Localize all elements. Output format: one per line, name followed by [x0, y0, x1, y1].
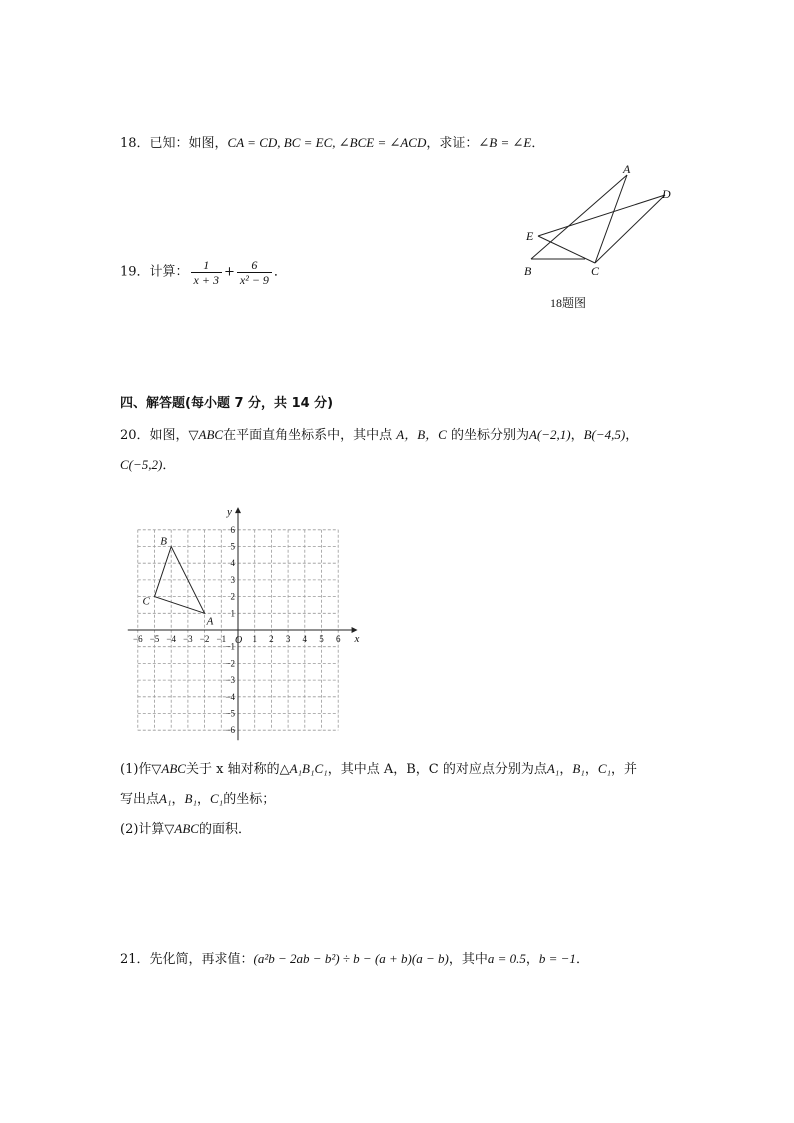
segment-ED — [538, 195, 665, 236]
q21-sep: ， — [525, 952, 539, 967]
y-tick-label: 1 — [230, 608, 235, 619]
q20-part1-b: ▽ABC — [151, 761, 186, 776]
y-tick-label: −4 — [225, 691, 235, 702]
q20-part1-k: ，并 — [611, 762, 638, 777]
segment-AC — [595, 175, 627, 263]
q18-end: ． — [531, 136, 545, 151]
q18-condition: CA = CD, BC = EC, ∠BCE = ∠ACD — [227, 135, 427, 150]
y-tick-label: −2 — [225, 658, 235, 669]
section-4-title: 四、解答题(每小题 7 分，共 14 分) — [120, 396, 334, 411]
q20-mid: 在平面直角坐标系中，其中点 — [223, 428, 397, 443]
q19-frac2-num: 6 — [237, 258, 272, 273]
y-tick-label: −5 — [225, 708, 235, 719]
q19-end: ． — [273, 264, 287, 280]
y-tick-label: −1 — [225, 641, 235, 652]
vertex-label-a: A — [206, 615, 214, 628]
y-axis-label: y — [227, 506, 232, 519]
q20-part1-l2-f: C₁ — [209, 791, 224, 806]
q20-part1-line-1 — [120, 760, 637, 779]
q20-part1-l2-d: B₁ — [184, 791, 197, 806]
y-tick-label: 6 — [230, 524, 235, 535]
q20-line-2 — [120, 456, 175, 475]
q20-line-1 — [120, 426, 638, 445]
q21-prefix: 21．先化简，再求值： — [120, 952, 254, 967]
q21-mid: ，其中 — [448, 952, 488, 967]
q20-part2-c: 的面积． — [198, 822, 251, 837]
q18-mid: ，求证： — [426, 136, 479, 151]
x-tick-label: 2 — [269, 634, 274, 644]
q21-value-a: a = 0.5 — [487, 951, 526, 966]
q20-part1-i: ， — [584, 762, 598, 777]
figure-18 — [510, 158, 700, 318]
x-tick-label: −6 — [133, 634, 143, 644]
figure-18-caption: 18题图 — [550, 296, 587, 310]
q19-fraction-1 — [191, 258, 222, 287]
q20-line1-end: ， — [625, 428, 639, 443]
q20-triangle-name: ▽ABC — [188, 427, 224, 442]
x-tick-label: 1 — [252, 634, 257, 644]
q20-coords-text: 的坐标分别为 — [446, 428, 529, 443]
q18-line — [120, 134, 544, 153]
q20-part1-e: ，其中点 A，B，C 的对应点分别为点 — [327, 762, 547, 777]
x-tick-label: −2 — [199, 634, 210, 644]
segment-DC — [595, 195, 665, 263]
q20-coord-a: A(−2,1) — [528, 427, 571, 442]
q20-part1-l2-g: 的坐标； — [223, 792, 276, 807]
x-tick-label: 6 — [335, 634, 341, 644]
label-C: C — [591, 264, 600, 278]
q20-coord-c: C(−5,2) — [120, 457, 163, 472]
q20-points: A，B，C — [396, 427, 447, 442]
q19-prefix: 19．计算： — [120, 264, 189, 280]
q20-part1-line-2 — [120, 790, 275, 809]
x-tick-label: 5 — [319, 634, 324, 644]
q19-plus: + — [223, 264, 235, 280]
q20-part1-l2-b: A₁ — [159, 791, 172, 806]
q20-part1-c: 关于 x 轴对称的 — [185, 762, 280, 777]
y-tick-label: −3 — [225, 675, 235, 686]
q20-part1-f: A₁ — [546, 761, 560, 776]
q19-frac2-den: x² − 9 — [239, 273, 269, 287]
x-tick-label: −5 — [149, 634, 160, 644]
q20-part1-g: ， — [559, 762, 573, 777]
q20-prefix: 20．如图， — [120, 428, 189, 443]
y-tick-label: 2 — [230, 591, 235, 602]
y-tick-label: 5 — [230, 541, 235, 552]
q20-part1-a: (1)作 — [120, 762, 152, 777]
label-E: E — [526, 229, 534, 243]
q20-part1-j: C₁ — [597, 761, 612, 776]
q19-line — [120, 258, 287, 287]
q18-prefix: 18．已知：如图， — [120, 136, 228, 151]
q21-line — [120, 950, 589, 969]
q20-part2-b: ▽ABC — [164, 821, 199, 836]
x-tick-label: −1 — [216, 634, 227, 644]
x-tick-label: 4 — [302, 634, 308, 644]
q21-end: ． — [575, 952, 589, 967]
vertex-label-b: B — [160, 535, 167, 548]
q20-part1-l2-a: 写出点 — [120, 792, 160, 807]
x-tick-label: 3 — [285, 634, 291, 644]
y-tick-label: 3 — [230, 574, 235, 585]
q21-value-b: b = −1 — [538, 951, 576, 966]
q20-sep: ， — [570, 428, 584, 443]
y-tick-label: 4 — [230, 558, 235, 569]
q20-part1-l2-c: ， — [171, 792, 185, 807]
q20-part2-a: (2)计算 — [120, 822, 165, 837]
q21-expression: (a²b − 2ab − b²) ÷ b − (a + b)(a − b) — [253, 951, 449, 966]
y-axis-arrow — [235, 507, 241, 513]
y-tick-label: −6 — [225, 725, 235, 736]
label-B: B — [524, 264, 532, 278]
q19-frac1-den: x + 3 — [193, 273, 219, 287]
x-tick-label: −4 — [166, 634, 176, 644]
q20-part1-h: B₁ — [572, 761, 585, 776]
q20-part1-l2-e: ， — [196, 792, 210, 807]
q20-part1-d: △A₁B₁C₁ — [279, 761, 328, 776]
label-D: D — [662, 187, 671, 201]
label-A: A — [623, 162, 631, 176]
q20-part2-line — [120, 820, 251, 839]
origin-label: O — [235, 635, 243, 646]
x-axis-label: x — [354, 633, 360, 645]
coordinate-grid — [120, 495, 370, 745]
x-tick-label: −3 — [183, 634, 193, 644]
vertex-label-c: C — [142, 595, 150, 608]
q18-goal: ∠B = ∠E — [478, 135, 532, 150]
q20-line2-end: ． — [162, 458, 176, 473]
q19-fraction-2 — [237, 258, 272, 287]
q20-coord-b: B(−4,5) — [583, 427, 626, 442]
q19-frac1-num: 1 — [191, 258, 222, 273]
